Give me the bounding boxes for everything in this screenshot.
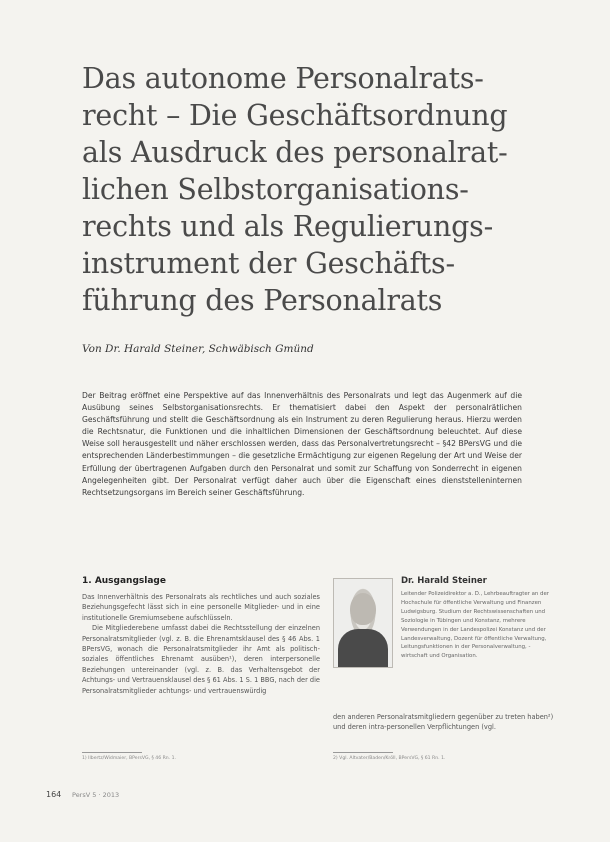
author-name: Dr. Harald Steiner: [401, 576, 487, 586]
title-line: recht – Die Geschäftsordnung: [82, 99, 508, 132]
abstract: Der Beitrag eröffnet eine Perspektive auf das Innenverhältnis des Personalrats und legt das Augenmerk auf die Ausübung seines Selbstorganisationsrechts. Er thematisiert dabei den Aspekt der personalrätlichen Geschäftsführung und stellt die Geschäftsordnung als ein Instrument zu deren Regulierung heraus. Hierzu werden die Rechtsnatur, die Funktionen und die inhaltlichen Dimensionen der Geschäftsordnung beleuchtet. Auf diese Weise soll herausgestellt und näher erschlossen werden, dass das Personalvertretungsrecht – §42 BPersVG und die entsprechenden Länderbestimmungen – die gesetzliche Ermächtigung zur eigenen Regelung der Art und Weise der Erfüllung der übertragenen Aufgaben durch den Personalrat und somit zur Schaffung von Sonderrecht in eigenen Angelegenheiten gibt. Der Personalrat verfügt daher auch über die Eigenschaft eines dienststelleninternen Rechtsetzungsorgans im Bereich seiner Geschäftsführung.: [82, 391, 522, 497]
body-paragraph: Die Mitgliederebene umfasst dabei die Rechtsstellung der einzelnen Personalratsmitglieder (vgl. z. B. die Ehrenamtsklausel des § 46 Abs. 1 BPersVG, wonach die Personalratsmitglieder ihr Amt als politisch-soziales öffentliches Ehrenamt ausüben¹), deren interpersonelle Beziehungen untereinander (vgl. z. B. das Verhaltensgebot der Achtungs- und Vertrauensklausel des § 61 Abs. 1 S. 1 BBG, nach der die Personalratsmitglieder achtungs- und vertrauenswürdig: [82, 624, 320, 695]
byline: Von Dr. Harald Steiner, Schwäbisch Gmünd: [82, 343, 314, 355]
footnote: 2) Vgl. Altvater/Baden/Kröll, BPersVG, § 61 Rn. 1.: [333, 756, 446, 761]
title-line: führung des Personalrats: [82, 284, 443, 317]
title-line: lichen Selbstorganisations-: [82, 173, 469, 206]
title-line: als Ausdruck des personalrat-: [82, 136, 508, 169]
body-column-left: [82, 592, 320, 696]
body-paragraph: Das Innenverhältnis des Personalrats als rechtliches und auch soziales Beziehungsgefecht lässt sich in eine personelle Mitglieder- und in eine institutionelle Gremiumsebene aufschlüsseln.: [82, 593, 320, 622]
title-line: instrument der Geschäfts-: [82, 247, 455, 280]
author-photo: [333, 578, 393, 668]
body-column-right: den anderen Personalratsmitgliedern gegenüber zu treten haben²) und deren intra-personellen Verpflichtungen (vgl.: [333, 713, 554, 732]
title-line: rechts und als Regulierungs-: [82, 210, 494, 243]
footnote-rule: [82, 752, 142, 753]
author-photo-body: [338, 629, 388, 667]
footnote: 1) Ilbertz/Widmaier, BPersVG, § 46 Rn. 1.: [82, 756, 176, 761]
page-number: 164: [46, 790, 62, 799]
article-title: [82, 60, 562, 319]
journal-reference: PersV 5 · 2013: [72, 791, 120, 799]
section-heading: 1. Ausgangslage: [82, 576, 166, 586]
footnote-rule: [333, 752, 393, 753]
title-line: Das autonome Personalrats-: [82, 62, 484, 95]
author-photo-head: [350, 593, 376, 625]
author-bio: Leitender Polizeidirektor a. D., Lehrbeauftragter an der Hochschule für öffentliche Verwaltung und Finanzen Ludwigsburg. Studium der Rechtswissenschaften und Soziologie in Tübingen und Konstanz, mehrere Verwendungen in der Landespolizei Konstanz und der Landesverwaltung, Dozent für öffentliche Verwaltung, Leitungsfunktionen in der Personalverwaltung, -wirtschaft und Organisation.: [401, 591, 549, 660]
